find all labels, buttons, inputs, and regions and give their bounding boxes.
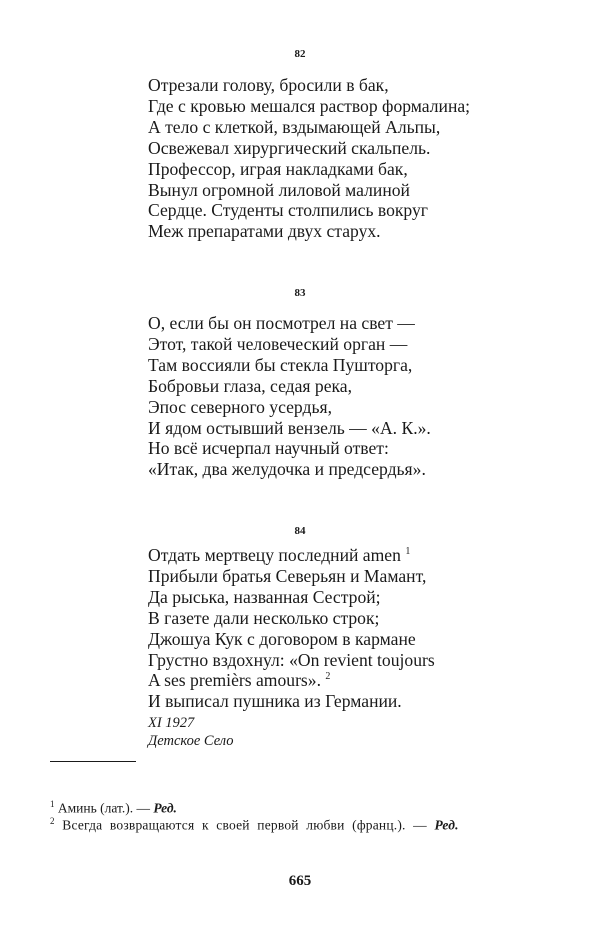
footnote-1 [50,799,177,817]
poem-line: В газете дали несколько строк; [148,607,380,628]
poem-line: Меж препаратами двух старух. [148,221,381,242]
poem-line: Эпос северного усердья, [148,396,332,417]
poem-line: Отрезали голову, бросили в бак, [148,75,389,95]
poem-line: Но всё исчерпал научный ответ: [148,438,389,459]
footnote-divider [50,761,136,762]
poem-line: Профессор, играя накладками бак, [148,158,408,179]
poem-line: Освежевал хирургический скальпель. [148,137,431,158]
poem-date: XI 1927 [148,715,195,731]
poem-line: Грустно вздохнул: «On revient toujours [148,649,435,670]
page-number: 665 [288,873,312,889]
poem-line: Там воссияли бы стекла Пушторга, [148,354,413,375]
footnote-mark: 2 [50,816,55,826]
poem-line [148,670,568,691]
poem-line: А тело с клеткой, вздымающей Альпы, [148,116,441,137]
footnote-ref-1: 1 [405,546,411,558]
footnote-editor: Ред. [153,800,177,816]
footnote-editor: Ред. [434,817,459,833]
poem-number-82: 82 [294,48,306,60]
poem-line-text: A ses premièrs amours». [148,670,321,691]
poem-82-stanza [148,75,568,242]
poem-line: «Итак, два желудочка и предсердья». [148,459,426,480]
poem-line-text: Отдать мертвецу последний amen [148,545,401,565]
poem-line [148,545,568,566]
poem-line: Бобровьи глаза, седая река, [148,375,353,396]
poem-line: Да рыська, названная Сестрой; [148,586,381,607]
poem-83-stanza [148,313,568,480]
poem-place: Детское Село [148,733,234,749]
footnote-mark: 1 [50,799,55,809]
poem-line: Где с кровью мешался раствор формалина; [148,95,471,116]
poem-line: И ядом остывший вензель — «А. К.». [148,417,431,438]
poem-line: Вынул огромной лиловой малиной [148,179,410,200]
poem-number-84: 84 [294,525,306,537]
poem-line: Джошуа Кук с договором в кармане [148,628,416,649]
footnote-text: Всегда возвращаются к своей первой любви (франц.). — [62,817,435,833]
footnote-2 [50,816,459,834]
poem-line: О, если бы он посмотрел на свет — [148,313,415,333]
poem-line: И выписал пушника из Германии. [148,691,402,712]
poem-line: Прибыли братья Северьян и Мамант, [148,565,427,586]
poem-line: Сердце. Студенты столпились вокруг [148,200,429,221]
poem-number-83: 83 [294,287,306,299]
poem-line: Этот, такой человеческий орган — [148,333,408,354]
footnote-ref-2: 2 [325,671,331,683]
poem-84-stanza [148,545,568,712]
footnote-text: Аминь (лат.). — [57,800,154,816]
